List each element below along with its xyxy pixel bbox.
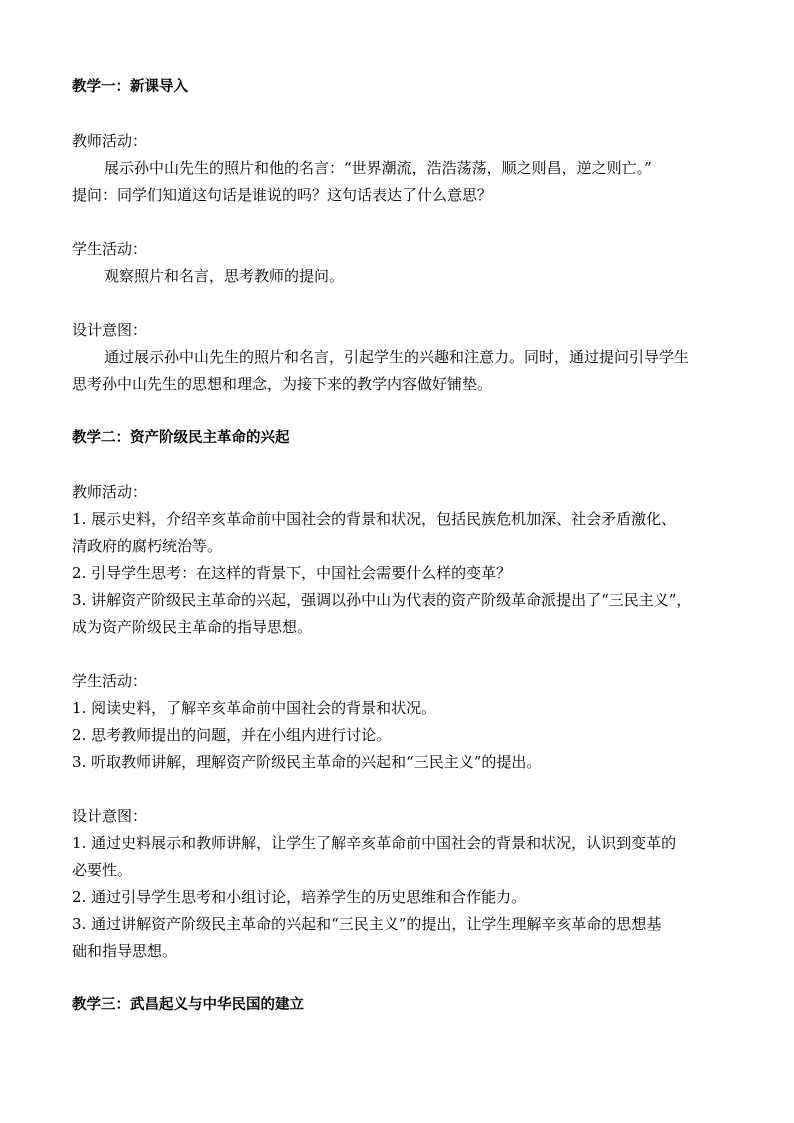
section2-design-item1-line1: 1. 通过史料展示和教师讲解，让学生了解辛亥革命前中国社会的背景和状况，认识到变革的 [72,834,677,852]
section2-heading: 教学二：资产阶级民主革命的兴起 [72,429,290,446]
section1-student-label: 学生活动： [72,240,148,258]
section2-design-item1-line2: 必要性。 [72,861,133,879]
section2-student-item3: 3. 听取教师讲解，理解资产阶级民主革命的兴起和“三民主义”的提出。 [72,753,542,771]
section2-design-item2: 2. 通过引导学生思考和小组讨论，培养学生的历史思维和合作能力。 [72,888,527,906]
section2-student-item2: 2. 思考教师提出的问题，并在小组内进行讨论。 [72,726,392,744]
section1-teacher-line2: 提问：同学们知道这句话是谁说的吗？这句话表达了什么意思？ [72,186,493,204]
section2-student-item1: 1. 阅读史料，了解辛亥革命前中国社会的背景和状况。 [72,699,437,717]
section1-design-line1: 通过展示孙中山先生的照片和名言，引起学生的兴趣和注意力。同时，通过提问引导学生 [104,348,690,366]
section1-heading: 教学一：新课导入 [72,78,188,95]
section1-design-label: 设计意图： [72,321,148,339]
section2-teacher-item3-line1: 3. 讲解资产阶级民主革命的兴起，强调以孙中山为代表的资产阶级革命派提出了“三民主义”， [72,591,692,609]
section2-teacher-item3-line2: 成为资产阶级民主革命的指导思想。 [72,618,313,636]
section2-teacher-item1-line2: 清政府的腐朽统治等。 [72,537,223,555]
section1-teacher-line1: 展示孙中山先生的照片和他的名言：“世界潮流，浩浩荡荡，顺之则昌，逆之则亡。” [104,159,652,177]
section2-design-item3-line2: 础和指导思想。 [72,942,178,960]
section2-teacher-item2: 2. 引导学生思考：在这样的背景下，中国社会需要什么样的变革？ [72,564,512,582]
section1-student-line1: 观察照片和名言，思考教师的提问。 [104,267,345,285]
section2-student-label: 学生活动： [72,672,148,690]
section2-teacher-label: 教师活动： [72,483,148,501]
section3-heading: 教学三：武昌起义与中华民国的建立 [72,996,304,1013]
section1-teacher-label: 教师活动： [72,132,148,150]
section1-design-line2: 思考孙中山先生的思想和理念，为接下来的教学内容做好铺垫。 [72,375,493,393]
section2-design-item3-line1: 3. 通过讲解资产阶级民主革命的兴起和“三民主义”的提出，让学生理解辛亥革命的思想基 [72,915,662,933]
section2-teacher-item1-line1: 1. 展示史料，介绍辛亥革命前中国社会的背景和状况，包括民族危机加深、社会矛盾激化、 [72,510,677,528]
section2-design-label: 设计意图： [72,807,148,825]
